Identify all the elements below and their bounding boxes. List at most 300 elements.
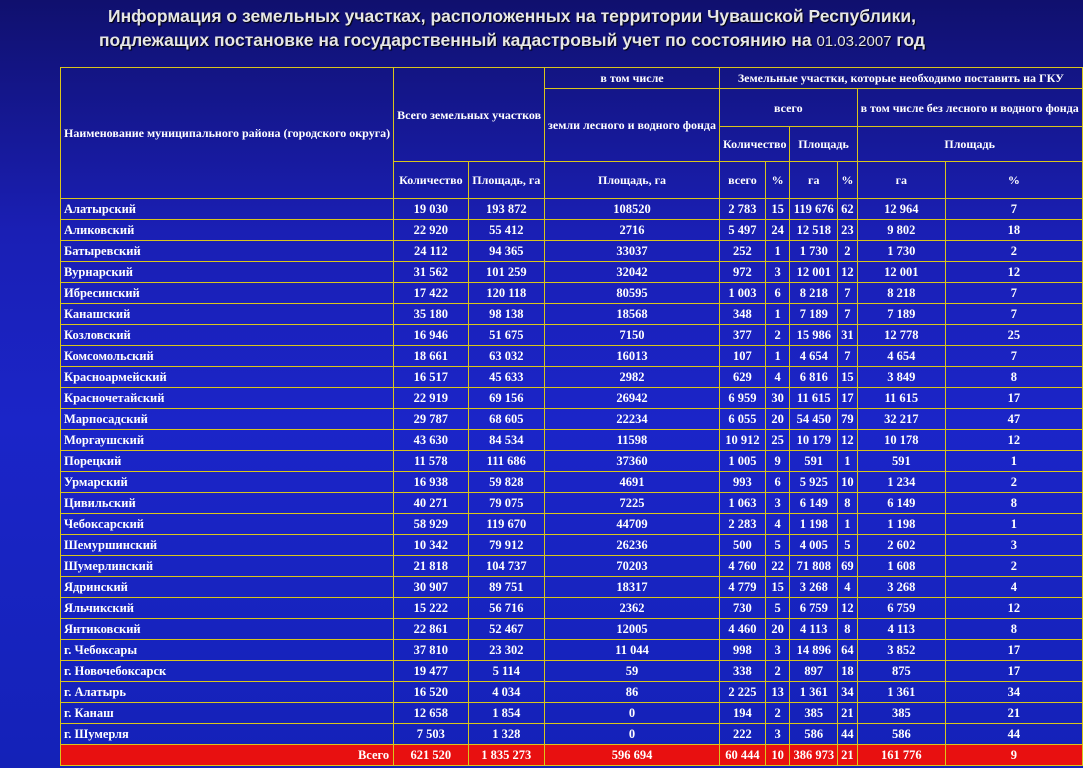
cell-gku-area-pct: 79 — [838, 409, 858, 430]
cell-gku-area-pct: 44 — [838, 724, 858, 745]
header-area: Площадь — [790, 127, 857, 162]
cell-gku-quantity: 4 760 — [720, 556, 766, 577]
cell-gku-area-pct: 7 — [838, 346, 858, 367]
cell-total-area-ha: 63 032 — [468, 346, 545, 367]
header-including: в том числе — [545, 68, 720, 89]
cell-total-area-ha: 79 912 — [468, 535, 545, 556]
cell-district-name: г. Шумерля — [61, 724, 394, 745]
cell-total-quantity: 22 920 — [394, 220, 468, 241]
cell-total-quantity: 18 661 — [394, 346, 468, 367]
cell-excl-area-pct: 8 — [946, 619, 1083, 640]
cell-gku-quantity: 377 — [720, 325, 766, 346]
cell-gku-area-pct: 64 — [838, 640, 858, 661]
cell-excl-area-pct: 12 — [946, 598, 1083, 619]
cell-district-name: г. Чебоксары — [61, 640, 394, 661]
table-row — [61, 472, 1083, 493]
total-district-name: Всего — [61, 745, 394, 766]
cell-total-area-ha: 119 670 — [468, 514, 545, 535]
cell-gku-area-ha: 4 654 — [790, 346, 838, 367]
cell-gku-area-ha: 10 179 — [790, 430, 838, 451]
cell-gku-quantity-pct: 2 — [765, 703, 790, 724]
cell-gku-area-pct: 69 — [838, 556, 858, 577]
cell-gku-area-ha: 12 518 — [790, 220, 838, 241]
cell-forest-water-area-ha: 22234 — [545, 409, 720, 430]
cell-gku-quantity: 629 — [720, 367, 766, 388]
cell-forest-water-area-ha: 70203 — [545, 556, 720, 577]
cell-excl-area-pct: 47 — [946, 409, 1083, 430]
cell-gku-area-pct: 5 — [838, 535, 858, 556]
cell-excl-area-ha: 2 602 — [857, 535, 945, 556]
cell-gku-area-pct: 12 — [838, 598, 858, 619]
cell-total-quantity: 19 477 — [394, 661, 468, 682]
cell-excl-area-ha: 4 654 — [857, 346, 945, 367]
cell-gku-quantity-pct: 1 — [765, 304, 790, 325]
cell-gku-quantity-pct: 22 — [765, 556, 790, 577]
table-row — [61, 493, 1083, 514]
cell-total-quantity: 16 517 — [394, 367, 468, 388]
cell-excl-area-ha: 10 178 — [857, 430, 945, 451]
cell-gku-area-ha: 1 198 — [790, 514, 838, 535]
cell-gku-area-ha: 6 816 — [790, 367, 838, 388]
cell-forest-water-area-ha: 2716 — [545, 220, 720, 241]
cell-gku-quantity-pct: 3 — [765, 724, 790, 745]
cell-excl-area-pct: 21 — [946, 703, 1083, 724]
cell-total-area-ha: 1 328 — [468, 724, 545, 745]
cell-forest-water-area-ha: 12005 — [545, 619, 720, 640]
cell-district-name: Янтиковский — [61, 619, 394, 640]
cell-district-name: Цивильский — [61, 493, 394, 514]
cell-gku-area-ha: 1 361 — [790, 682, 838, 703]
cell-total-quantity: 35 180 — [394, 304, 468, 325]
cell-gku-area-pct: 2 — [838, 241, 858, 262]
cell-forest-water-area-ha: 4691 — [545, 472, 720, 493]
cell-total-area-ha: 45 633 — [468, 367, 545, 388]
cell-gku-quantity-pct: 9 — [765, 451, 790, 472]
table-row — [61, 661, 1083, 682]
header-area-2: Площадь — [857, 127, 1082, 162]
table-row — [61, 262, 1083, 283]
cell-excl-area-pct: 17 — [946, 661, 1083, 682]
header-col-area-ha-2: Площадь, га — [545, 162, 720, 199]
cell-gku-quantity-pct: 30 — [765, 388, 790, 409]
cell-forest-water-area-ha: 108520 — [545, 199, 720, 220]
total-total-area-ha: 1 835 273 — [468, 745, 545, 766]
cell-district-name: Вурнарский — [61, 262, 394, 283]
cell-gku-area-pct: 1 — [838, 514, 858, 535]
cell-gku-quantity: 4 779 — [720, 577, 766, 598]
cell-excl-area-pct: 7 — [946, 346, 1083, 367]
cell-gku-area-pct: 8 — [838, 619, 858, 640]
table-row — [61, 724, 1083, 745]
cell-gku-area-ha: 6 759 — [790, 598, 838, 619]
cell-total-quantity: 11 578 — [394, 451, 468, 472]
table-row — [61, 220, 1083, 241]
cell-excl-area-pct: 8 — [946, 367, 1083, 388]
cell-district-name: г. Канаш — [61, 703, 394, 724]
cell-total-area-ha: 101 259 — [468, 262, 545, 283]
header-total-plots: Всего земельных участков — [394, 68, 545, 162]
cell-excl-area-ha: 7 189 — [857, 304, 945, 325]
cell-excl-area-pct: 34 — [946, 682, 1083, 703]
cell-district-name: Канашский — [61, 304, 394, 325]
cell-gku-area-ha: 12 001 — [790, 262, 838, 283]
table-row — [61, 451, 1083, 472]
cell-excl-area-pct: 7 — [946, 199, 1083, 220]
cell-total-quantity: 10 342 — [394, 535, 468, 556]
cell-gku-area-ha: 586 — [790, 724, 838, 745]
cell-gku-quantity: 1 005 — [720, 451, 766, 472]
cell-forest-water-area-ha: 0 — [545, 724, 720, 745]
cell-gku-area-ha: 71 808 — [790, 556, 838, 577]
cell-gku-quantity: 2 283 — [720, 514, 766, 535]
cell-gku-area-ha: 14 896 — [790, 640, 838, 661]
cell-total-quantity: 15 222 — [394, 598, 468, 619]
cell-excl-area-pct: 17 — [946, 640, 1083, 661]
cell-gku-quantity-pct: 15 — [765, 577, 790, 598]
cell-total-quantity: 58 929 — [394, 514, 468, 535]
cell-gku-area-ha: 3 268 — [790, 577, 838, 598]
cell-excl-area-ha: 591 — [857, 451, 945, 472]
cell-gku-quantity: 10 912 — [720, 430, 766, 451]
total-row — [61, 745, 1083, 766]
cell-gku-area-pct: 31 — [838, 325, 858, 346]
cell-total-quantity: 22 861 — [394, 619, 468, 640]
header-excl-forest-water: в том числе без лесного и водного фонда — [857, 89, 1082, 127]
cell-district-name: Марпосадский — [61, 409, 394, 430]
cell-excl-area-pct: 2 — [946, 241, 1083, 262]
cell-gku-area-pct: 4 — [838, 577, 858, 598]
header-forest-water: земли лесного и водного фонда — [545, 89, 720, 162]
cell-gku-quantity: 972 — [720, 262, 766, 283]
cell-gku-area-ha: 5 925 — [790, 472, 838, 493]
cell-total-area-ha: 59 828 — [468, 472, 545, 493]
total-forest-water-area-ha: 596 694 — [545, 745, 720, 766]
table-row — [61, 283, 1083, 304]
cell-gku-quantity-pct: 1 — [765, 241, 790, 262]
cell-district-name: Комсомольский — [61, 346, 394, 367]
cell-gku-area-pct: 21 — [838, 703, 858, 724]
cell-gku-quantity-pct: 25 — [765, 430, 790, 451]
cell-excl-area-ha: 6 149 — [857, 493, 945, 514]
cell-total-quantity: 16 520 — [394, 682, 468, 703]
header-col-pct-3: % — [946, 162, 1083, 199]
cell-excl-area-ha: 3 268 — [857, 577, 945, 598]
cell-excl-area-ha: 4 113 — [857, 619, 945, 640]
cell-gku-quantity: 500 — [720, 535, 766, 556]
cell-total-area-ha: 5 114 — [468, 661, 545, 682]
cell-total-quantity: 16 946 — [394, 325, 468, 346]
cell-district-name: г. Алатырь — [61, 682, 394, 703]
cell-forest-water-area-ha: 59 — [545, 661, 720, 682]
cell-gku-quantity: 194 — [720, 703, 766, 724]
header-col-quantity: Количество — [394, 162, 468, 199]
cell-forest-water-area-ha: 80595 — [545, 283, 720, 304]
cell-excl-area-ha: 12 964 — [857, 199, 945, 220]
page-title — [0, 4, 1024, 54]
total-gku-quantity-pct: 10 — [765, 745, 790, 766]
cell-excl-area-ha: 875 — [857, 661, 945, 682]
cell-excl-area-ha: 8 218 — [857, 283, 945, 304]
cell-gku-quantity-pct: 3 — [765, 262, 790, 283]
header-col-ha-2: га — [857, 162, 945, 199]
table-row — [61, 682, 1083, 703]
cell-excl-area-ha: 11 615 — [857, 388, 945, 409]
cell-total-quantity: 30 907 — [394, 577, 468, 598]
cell-excl-area-pct: 44 — [946, 724, 1083, 745]
cell-district-name: Козловский — [61, 325, 394, 346]
cell-gku-quantity-pct: 4 — [765, 514, 790, 535]
cell-forest-water-area-ha: 26942 — [545, 388, 720, 409]
header-col-pct: % — [765, 162, 790, 199]
cell-total-area-ha: 1 854 — [468, 703, 545, 724]
cell-total-quantity: 16 938 — [394, 472, 468, 493]
cell-total-area-ha: 84 534 — [468, 430, 545, 451]
table-row — [61, 577, 1083, 598]
cell-excl-area-pct: 25 — [946, 325, 1083, 346]
cell-excl-area-pct: 3 — [946, 535, 1083, 556]
cell-district-name: Алатырский — [61, 199, 394, 220]
total-total-quantity: 621 520 — [394, 745, 468, 766]
cell-gku-area-pct: 8 — [838, 493, 858, 514]
cell-total-quantity: 7 503 — [394, 724, 468, 745]
cell-gku-area-pct: 23 — [838, 220, 858, 241]
header-quantity: Количество — [720, 127, 790, 162]
header-col-area-ha: Площадь, га — [468, 162, 545, 199]
cell-gku-area-pct: 1 — [838, 451, 858, 472]
cell-gku-area-pct: 7 — [838, 304, 858, 325]
cell-total-area-ha: 55 412 — [468, 220, 545, 241]
cell-gku-area-ha: 4 005 — [790, 535, 838, 556]
header-col-pct-2: % — [838, 162, 858, 199]
cell-gku-area-ha: 591 — [790, 451, 838, 472]
table-row — [61, 640, 1083, 661]
title-line-1: Информация о земельных участках, расположенных на территории Чувашской Республики, — [108, 6, 916, 26]
cell-gku-quantity: 2 225 — [720, 682, 766, 703]
cell-total-area-ha: 120 118 — [468, 283, 545, 304]
table-row — [61, 346, 1083, 367]
cell-district-name: Аликовский — [61, 220, 394, 241]
cell-forest-water-area-ha: 2362 — [545, 598, 720, 619]
cell-excl-area-ha: 1 198 — [857, 514, 945, 535]
cell-total-quantity: 21 818 — [394, 556, 468, 577]
cell-total-area-ha: 51 675 — [468, 325, 545, 346]
cell-total-quantity: 22 919 — [394, 388, 468, 409]
cell-forest-water-area-ha: 0 — [545, 703, 720, 724]
cell-forest-water-area-ha: 33037 — [545, 241, 720, 262]
cell-gku-area-ha: 119 676 — [790, 199, 838, 220]
table-row — [61, 556, 1083, 577]
cell-total-quantity: 43 630 — [394, 430, 468, 451]
cell-excl-area-ha: 1 608 — [857, 556, 945, 577]
cell-total-quantity: 29 787 — [394, 409, 468, 430]
cell-total-area-ha: 98 138 — [468, 304, 545, 325]
cell-district-name: Шумерлинский — [61, 556, 394, 577]
cell-gku-quantity-pct: 20 — [765, 619, 790, 640]
cell-total-area-ha: 79 075 — [468, 493, 545, 514]
header-row-1 — [61, 68, 1083, 89]
cell-total-quantity: 40 271 — [394, 493, 468, 514]
cell-gku-quantity: 730 — [720, 598, 766, 619]
cell-total-area-ha: 94 365 — [468, 241, 545, 262]
table-row — [61, 598, 1083, 619]
table-row — [61, 241, 1083, 262]
cell-gku-quantity: 252 — [720, 241, 766, 262]
cell-gku-quantity: 6 055 — [720, 409, 766, 430]
cell-gku-quantity-pct: 3 — [765, 640, 790, 661]
table-row — [61, 703, 1083, 724]
cell-gku-area-pct: 12 — [838, 430, 858, 451]
header-name-col: Наименование муниципального района (городского округа) — [61, 68, 394, 199]
cell-total-area-ha: 104 737 — [468, 556, 545, 577]
cell-excl-area-pct: 2 — [946, 472, 1083, 493]
title-line-2 — [0, 28, 1024, 54]
cell-total-quantity: 24 112 — [394, 241, 468, 262]
cell-district-name: Красночетайский — [61, 388, 394, 409]
table-row — [61, 388, 1083, 409]
table-row — [61, 514, 1083, 535]
cell-total-quantity: 17 422 — [394, 283, 468, 304]
cell-gku-quantity-pct: 4 — [765, 367, 790, 388]
cell-excl-area-ha: 9 802 — [857, 220, 945, 241]
header-col-qty-total: всего — [720, 162, 766, 199]
cell-gku-quantity: 4 460 — [720, 619, 766, 640]
cell-excl-area-pct: 18 — [946, 220, 1083, 241]
cell-total-area-ha: 52 467 — [468, 619, 545, 640]
cell-gku-area-ha: 8 218 — [790, 283, 838, 304]
cell-gku-area-ha: 11 615 — [790, 388, 838, 409]
cell-gku-quantity: 5 497 — [720, 220, 766, 241]
cell-gku-quantity-pct: 2 — [765, 325, 790, 346]
cell-gku-quantity-pct: 2 — [765, 661, 790, 682]
title-date: 01.03.2007 — [816, 33, 892, 50]
cell-total-area-ha: 89 751 — [468, 577, 545, 598]
cell-excl-area-pct: 17 — [946, 388, 1083, 409]
cell-excl-area-pct: 7 — [946, 304, 1083, 325]
cell-district-name: г. Новочебоксарск — [61, 661, 394, 682]
cell-excl-area-pct: 12 — [946, 262, 1083, 283]
cell-gku-quantity-pct: 6 — [765, 472, 790, 493]
cell-excl-area-ha: 3 849 — [857, 367, 945, 388]
cell-gku-quantity: 348 — [720, 304, 766, 325]
cell-gku-quantity: 107 — [720, 346, 766, 367]
total-excl-area-pct: 9 — [946, 745, 1083, 766]
cell-gku-area-pct: 17 — [838, 388, 858, 409]
cell-excl-area-ha: 385 — [857, 703, 945, 724]
cell-excl-area-ha: 1 730 — [857, 241, 945, 262]
cell-excl-area-pct: 8 — [946, 493, 1083, 514]
cell-district-name: Порецкий — [61, 451, 394, 472]
cell-excl-area-ha: 32 217 — [857, 409, 945, 430]
cell-excl-area-ha: 6 759 — [857, 598, 945, 619]
cell-gku-area-ha: 7 189 — [790, 304, 838, 325]
cell-forest-water-area-ha: 11 044 — [545, 640, 720, 661]
header-gku-group: Земельные участки, которые необходимо поставить на ГКУ — [720, 68, 1083, 89]
cell-district-name: Моргаушский — [61, 430, 394, 451]
cell-gku-quantity-pct: 5 — [765, 535, 790, 556]
cell-gku-quantity-pct: 15 — [765, 199, 790, 220]
cell-excl-area-ha: 12 778 — [857, 325, 945, 346]
total-gku-area-pct: 21 — [838, 745, 858, 766]
cell-gku-area-ha: 385 — [790, 703, 838, 724]
cell-total-area-ha: 69 156 — [468, 388, 545, 409]
total-gku-quantity: 60 444 — [720, 745, 766, 766]
cell-forest-water-area-ha: 44709 — [545, 514, 720, 535]
cell-forest-water-area-ha: 32042 — [545, 262, 720, 283]
cell-total-area-ha: 56 716 — [468, 598, 545, 619]
cell-gku-area-ha: 6 149 — [790, 493, 838, 514]
title-line-2-text: подлежащих постановке на государственный кадастровый учет по состоянию на — [98, 30, 812, 50]
cell-total-quantity: 19 030 — [394, 199, 468, 220]
cell-gku-quantity-pct: 20 — [765, 409, 790, 430]
cell-gku-quantity-pct: 5 — [765, 598, 790, 619]
cell-gku-area-ha: 54 450 — [790, 409, 838, 430]
cell-gku-area-pct: 7 — [838, 283, 858, 304]
land-plots-table — [60, 67, 1083, 766]
cell-district-name: Ядринский — [61, 577, 394, 598]
cell-total-area-ha: 68 605 — [468, 409, 545, 430]
cell-excl-area-ha: 586 — [857, 724, 945, 745]
cell-excl-area-ha: 12 001 — [857, 262, 945, 283]
table-row — [61, 199, 1083, 220]
cell-excl-area-ha: 1 361 — [857, 682, 945, 703]
cell-gku-area-pct: 62 — [838, 199, 858, 220]
cell-gku-quantity-pct: 6 — [765, 283, 790, 304]
cell-excl-area-pct: 1 — [946, 514, 1083, 535]
cell-gku-quantity: 1 003 — [720, 283, 766, 304]
cell-forest-water-area-ha: 37360 — [545, 451, 720, 472]
cell-gku-area-ha: 15 986 — [790, 325, 838, 346]
cell-forest-water-area-ha: 7150 — [545, 325, 720, 346]
cell-district-name: Батыревский — [61, 241, 394, 262]
cell-gku-quantity-pct: 13 — [765, 682, 790, 703]
cell-forest-water-area-ha: 11598 — [545, 430, 720, 451]
cell-forest-water-area-ha: 86 — [545, 682, 720, 703]
cell-forest-water-area-ha: 16013 — [545, 346, 720, 367]
table-row — [61, 304, 1083, 325]
header-col-ha: га — [790, 162, 838, 199]
cell-gku-area-pct: 10 — [838, 472, 858, 493]
cell-gku-quantity: 338 — [720, 661, 766, 682]
cell-gku-area-pct: 34 — [838, 682, 858, 703]
cell-district-name: Красноармейский — [61, 367, 394, 388]
header-all: всего — [720, 89, 858, 127]
total-gku-area-ha: 386 973 — [790, 745, 838, 766]
cell-gku-area-pct: 15 — [838, 367, 858, 388]
cell-gku-area-ha: 897 — [790, 661, 838, 682]
cell-district-name: Яльчикский — [61, 598, 394, 619]
cell-excl-area-pct: 12 — [946, 430, 1083, 451]
cell-excl-area-pct: 2 — [946, 556, 1083, 577]
table-row — [61, 409, 1083, 430]
cell-forest-water-area-ha: 7225 — [545, 493, 720, 514]
cell-gku-quantity: 1 063 — [720, 493, 766, 514]
cell-gku-quantity: 222 — [720, 724, 766, 745]
cell-district-name: Шемуршинский — [61, 535, 394, 556]
cell-excl-area-ha: 3 852 — [857, 640, 945, 661]
cell-district-name: Чебоксарский — [61, 514, 394, 535]
cell-total-quantity: 37 810 — [394, 640, 468, 661]
cell-gku-area-ha: 4 113 — [790, 619, 838, 640]
cell-district-name: Ибресинский — [61, 283, 394, 304]
table-row — [61, 325, 1083, 346]
cell-forest-water-area-ha: 2982 — [545, 367, 720, 388]
cell-excl-area-pct: 4 — [946, 577, 1083, 598]
total-excl-area-ha: 161 776 — [857, 745, 945, 766]
cell-gku-quantity-pct: 24 — [765, 220, 790, 241]
cell-district-name: Урмарский — [61, 472, 394, 493]
cell-excl-area-pct: 7 — [946, 283, 1083, 304]
table-row — [61, 430, 1083, 451]
